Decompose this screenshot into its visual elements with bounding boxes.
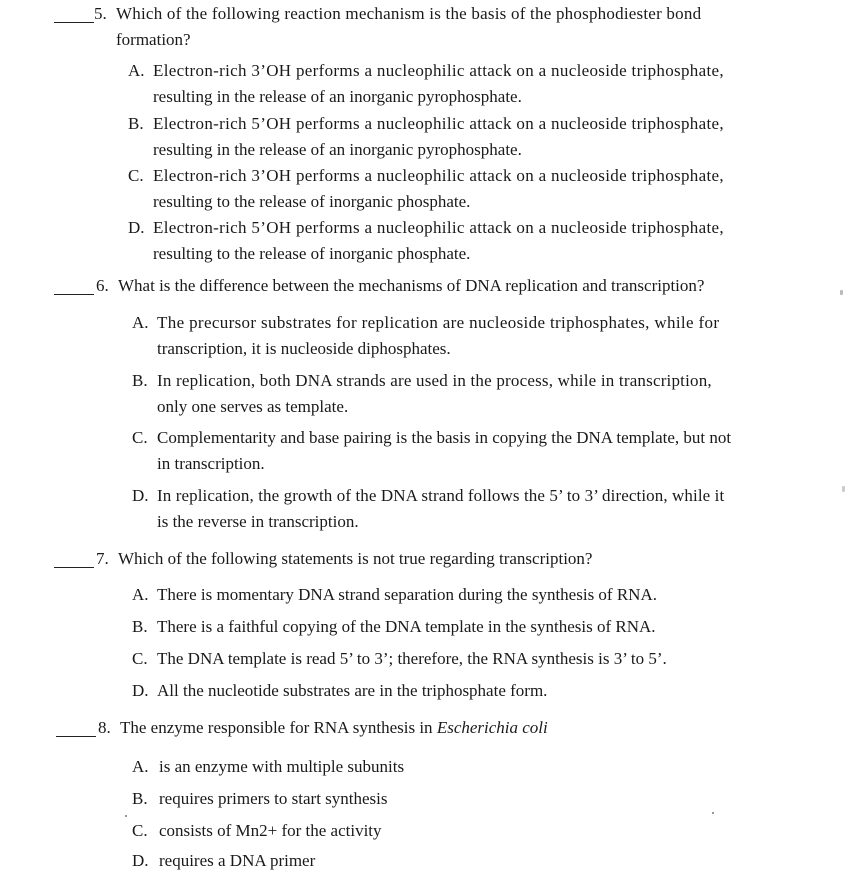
option-letter: D. — [132, 681, 149, 700]
option-text-line-2: only one serves as template. — [157, 397, 349, 416]
option-text-line-1: requires primers to start synthesis — [159, 789, 388, 808]
scan-speck — [125, 815, 127, 817]
option-letter: A. — [132, 313, 149, 332]
option-text-line-1: is an enzyme with multiple subunits — [159, 757, 405, 776]
answer-blank[interactable] — [56, 736, 96, 737]
option-text-line-1: Electron-rich 3’OH performs a nucleophilic attack on a nucleoside triphosphate, — [153, 166, 724, 185]
question-number: 6. — [96, 276, 109, 295]
question-number: 5. — [94, 4, 107, 23]
option-text-line-1: The DNA template is read 5’ to 3’; therefore, the RNA synthesis is 3’ to 5’. — [157, 649, 667, 668]
option-letter: A. — [128, 61, 145, 80]
option-text-line-1: Electron-rich 3’OH performs a nucleophilic attack on a nucleoside triphosphate, — [153, 61, 724, 80]
option-text-line-1: All the nucleotide substrates are in the triphosphate form. — [157, 681, 548, 700]
option-letter: A. — [132, 757, 149, 776]
question-text-line-1: Which of the following reaction mechanism is the basis of the phosphodiester bond — [116, 4, 702, 23]
question-text-line-1: Which of the following statements is not true regarding transcription? — [118, 549, 593, 568]
option-text-line-1: Electron-rich 5’OH performs a nucleophilic attack on a nucleoside triphosphate, — [153, 218, 724, 237]
option-letter: D. — [132, 851, 149, 870]
scan-speck — [842, 486, 845, 492]
option-letter: A. — [132, 585, 149, 604]
option-letter: C. — [132, 649, 148, 668]
option-letter: C. — [128, 166, 144, 185]
option-letter: D. — [128, 218, 145, 237]
question-number: 8. — [98, 718, 111, 737]
option-text-line-2: is the reverse in transcription. — [157, 512, 359, 531]
answer-blank[interactable] — [54, 567, 94, 568]
option-text-line-1: There is a faithful copying of the DNA template in the synthesis of RNA. — [157, 617, 656, 636]
option-text-line-1: In replication, both DNA strands are used in the process, while in transcription, — [157, 371, 712, 390]
option-text-line-1: Electron-rich 5’OH performs a nucleophilic attack on a nucleoside triphosphate, — [153, 114, 724, 133]
option-text-line-1: In replication, the growth of the DNA strand follows the 5’ to 3’ direction, while it — [157, 486, 725, 505]
option-text-line-1: consists of Mn2+ for the activity — [159, 821, 382, 840]
answer-blank[interactable] — [54, 22, 94, 23]
option-letter: C. — [132, 821, 148, 840]
option-letter: C. — [132, 428, 148, 447]
organism-name: Escherichia coli — [436, 718, 548, 737]
option-text-line-2: resulting in the release of an inorganic pyrophosphate. — [153, 87, 522, 106]
scan-speck — [712, 812, 714, 814]
question-text-line-2: formation? — [116, 30, 191, 49]
answer-blank[interactable] — [54, 294, 94, 295]
question-text-line-1: What is the difference between the mechanisms of DNA replication and transcription? — [118, 276, 705, 295]
option-text-line-2: in transcription. — [157, 454, 265, 473]
option-text-line-2: resulting to the release of inorganic phosphate. — [153, 192, 471, 211]
option-text-line-1: Complementarity and base pairing is the basis in copying the DNA template, but not — [157, 428, 732, 447]
option-text-line-2: resulting to the release of inorganic phosphate. — [153, 244, 471, 263]
scan-speck — [840, 290, 843, 295]
option-letter: B. — [132, 371, 148, 390]
option-text-line-2: transcription, it is nucleoside diphosphates. — [157, 339, 451, 358]
option-letter: B. — [132, 789, 148, 808]
option-letter: B. — [128, 114, 144, 133]
option-letter: B. — [132, 617, 148, 636]
question-text-line-1 — [120, 718, 548, 738]
question-text: The enzyme responsible for RNA synthesis in — [120, 718, 433, 737]
option-text-line-1: There is momentary DNA strand separation during the synthesis of RNA. — [157, 585, 657, 604]
option-text-line-1: requires a DNA primer — [159, 851, 316, 870]
option-letter: D. — [132, 486, 149, 505]
question-number: 7. — [96, 549, 109, 568]
option-text-line-1: The precursor substrates for replication are nucleoside triphosphates, while for — [157, 313, 720, 332]
option-text-line-2: resulting in the release of an inorganic pyrophosphate. — [153, 140, 522, 159]
